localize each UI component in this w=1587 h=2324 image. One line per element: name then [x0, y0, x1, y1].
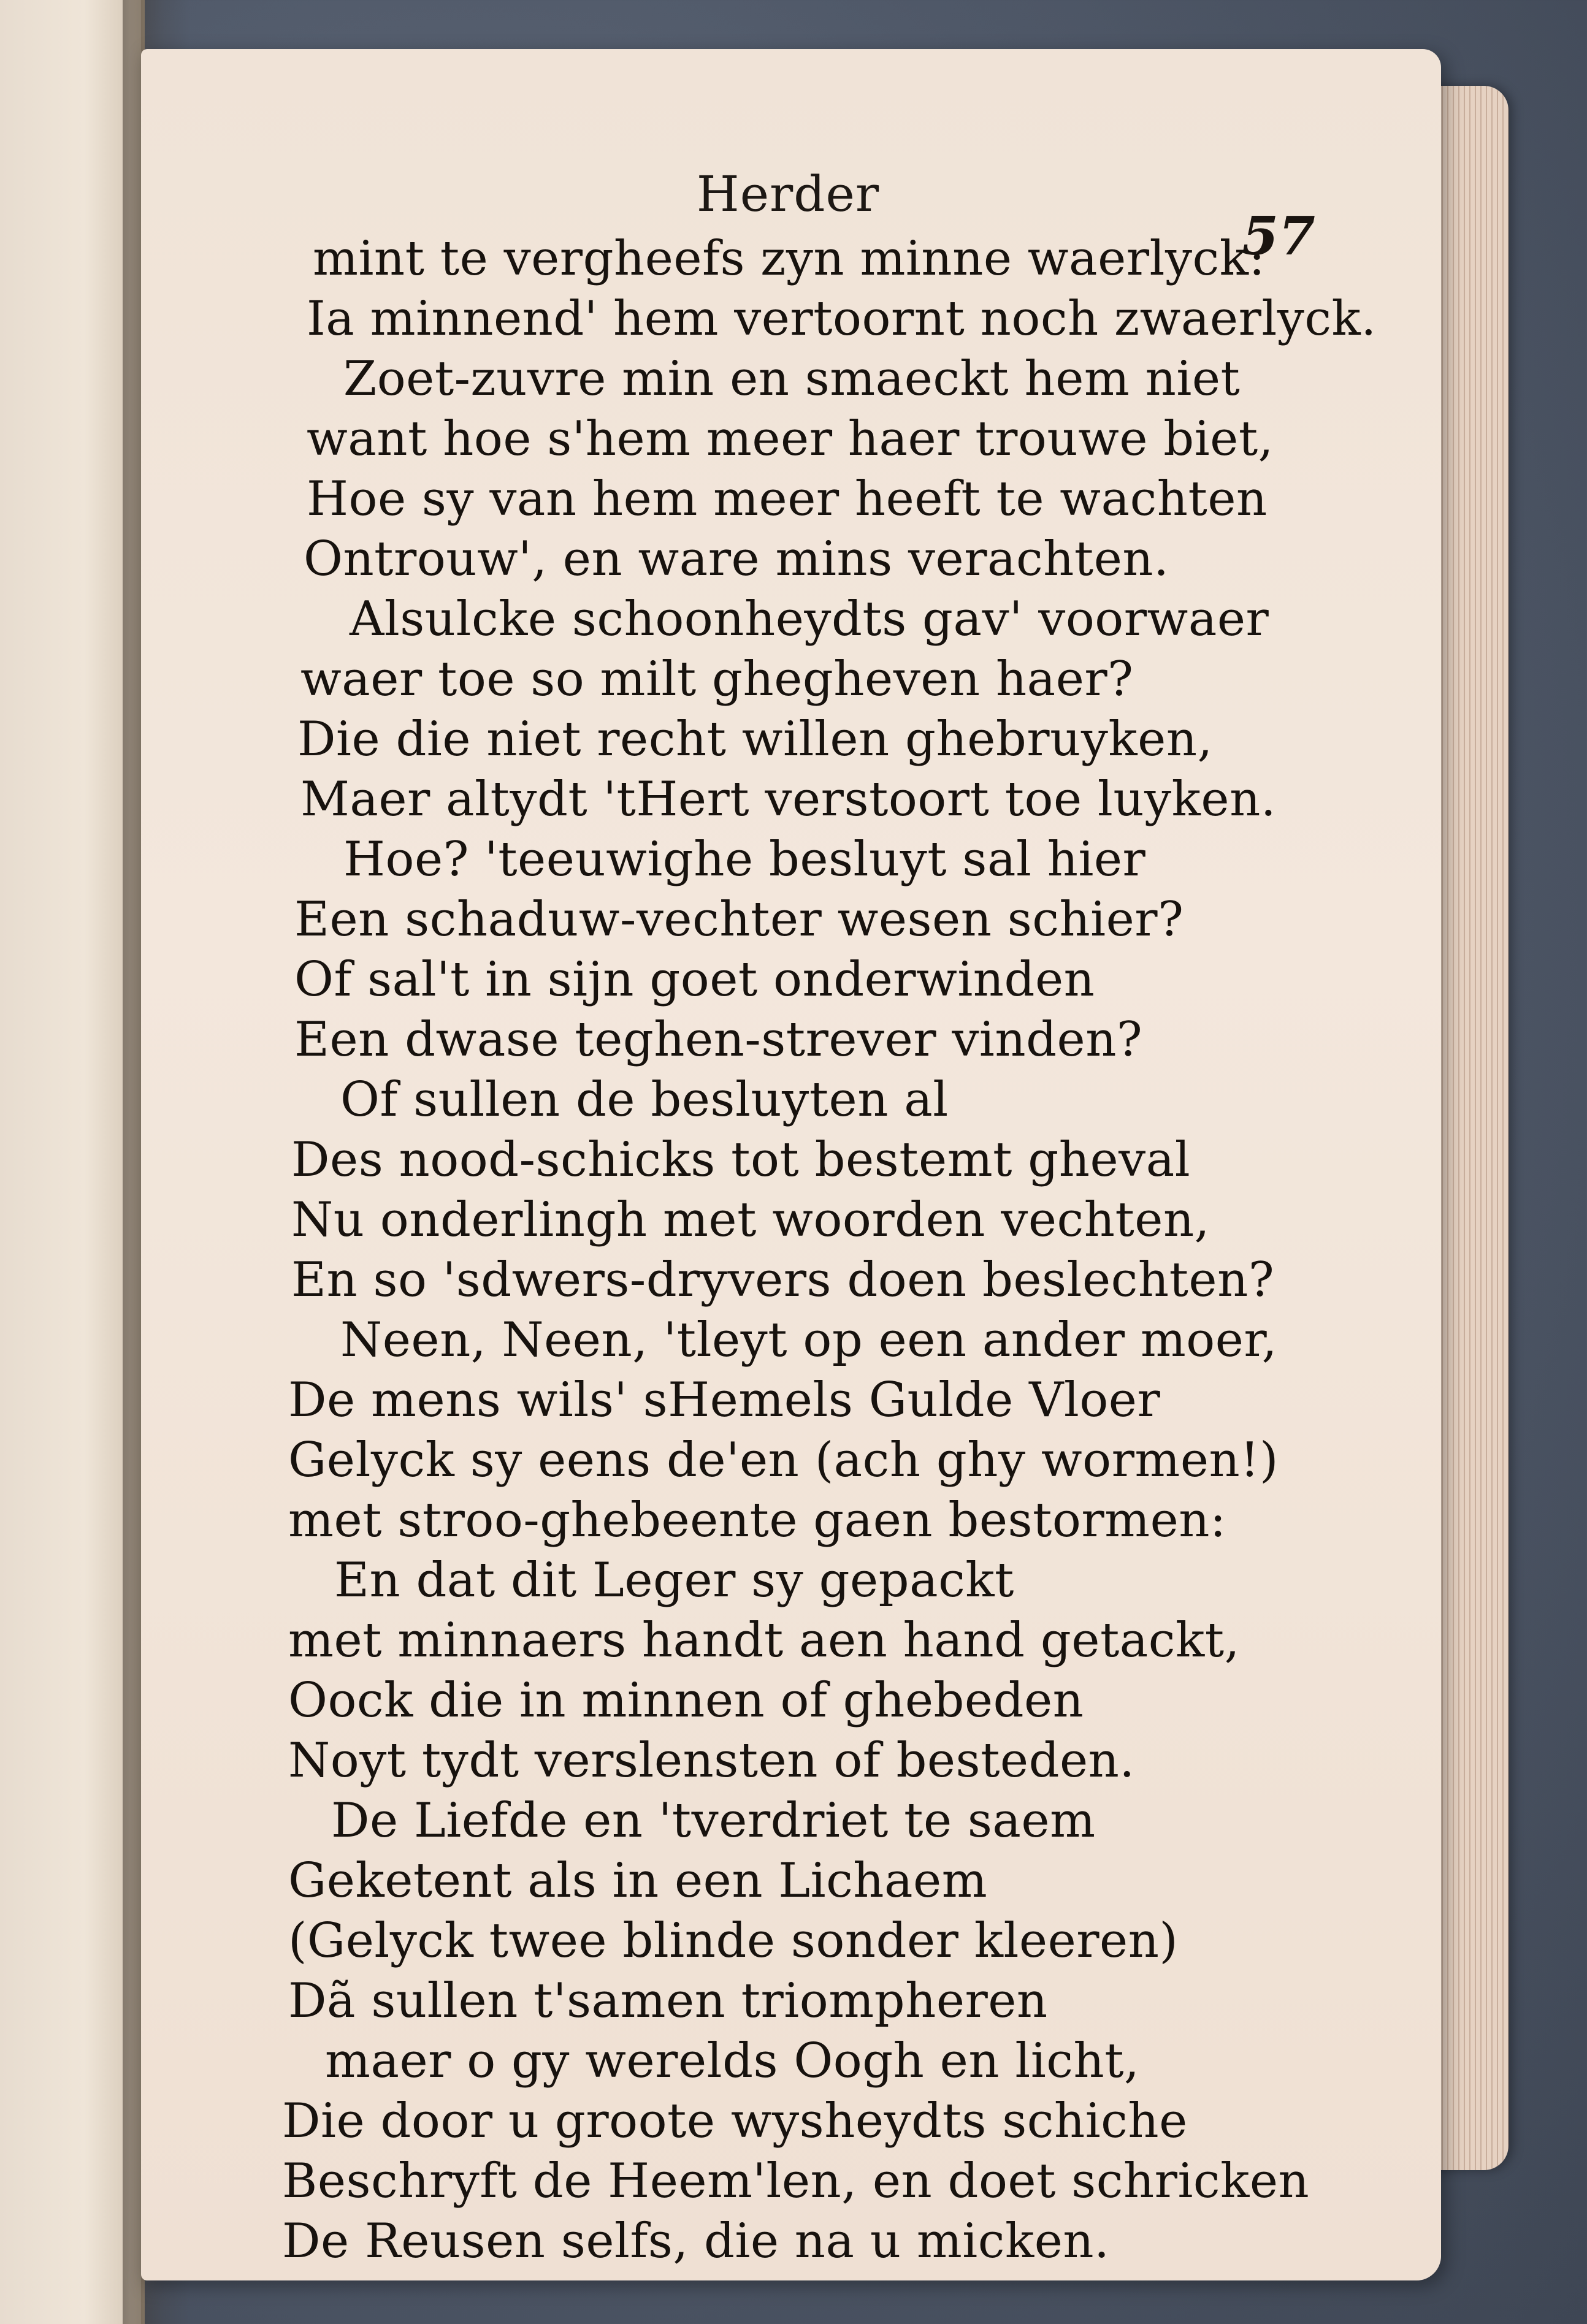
verse-line: waer toe so milt ghegheven haer? [300, 652, 1134, 707]
verse-line: De mens wils' sHemels Gulde Vloer [288, 1373, 1161, 1428]
verse-line: De Liefde en 'tverdriet te saem [331, 1793, 1096, 1848]
verse-line: Dã sullen t'samen triompheren [288, 1973, 1048, 2029]
page-number: 57 [1242, 205, 1315, 267]
verse-line: De Reusen selfs, die na u micken. [282, 2214, 1110, 2269]
book-page [141, 49, 1441, 2280]
verse-line: maer o gy werelds Oogh en licht, [325, 2033, 1140, 2089]
verse-line: Of sullen de besluyten al [340, 1072, 949, 1127]
verse-line: want hoe s'hem meer haer trouwe biet, [307, 411, 1274, 467]
verse-line: met minnaers handt aen hand getackt, [288, 1613, 1240, 1668]
verse-line: met stroo-ghebeente gaen bestormen: [288, 1493, 1226, 1548]
verse-line: Ia minnend' hem vertoornt noch zwaerlyck. [307, 291, 1377, 346]
verse-line: Een schaduw-vechter wesen schier? [294, 892, 1184, 947]
verse-line: Een dwase teghen-strever vinden? [294, 1012, 1143, 1067]
verse-line: En dat dit Leger sy gepackt [334, 1553, 1014, 1608]
verse-line: Neen, Neen, 'tleyt op een ander moer, [340, 1312, 1277, 1368]
verse-line: Of sal't in sijn goet onderwinden [294, 952, 1095, 1007]
verse-line: Maer altydt 'tHert verstoort toe luyken. [300, 772, 1277, 827]
verse-line: Die door u groote wysheydts schiche [282, 2094, 1188, 2149]
verse-line: Noyt tydt verslensten of besteden. [288, 1733, 1135, 1788]
verse-line: Alsulcke schoonheydts gav' voorwaer [350, 592, 1269, 647]
verse-line: Oock die in minnen of ghebeden [288, 1673, 1084, 1728]
verse-line: Die die niet recht willen ghebruyken, [297, 712, 1213, 767]
running-header: Herder [696, 166, 880, 223]
verse-line: Hoe sy van hem meer heeft te wachten [307, 471, 1268, 527]
verse-line: Hoe? 'teeuwighe besluyt sal hier [343, 832, 1146, 887]
verse-line: Nu onderlingh met woorden vechten, [291, 1192, 1210, 1248]
verse-line: mint te vergheefs zyn minne waerlyck: [313, 231, 1266, 286]
verse-line: Des nood-schicks tot bestemt gheval [291, 1132, 1191, 1187]
verse-line: Beschryft de Heem'len, en doet schricken [282, 2154, 1310, 2209]
verse-line: (Gelyck twee blinde sonder kleeren) [288, 1913, 1179, 1968]
verse-line: Gelyck sy eens de'en (ach ghy wormen!) [288, 1433, 1279, 1488]
verse-line: En so 'sdwers-dryvers doen beslechten? [291, 1252, 1275, 1308]
verse-line: Zoet-zuvre min en smaeckt hem niet [343, 351, 1241, 406]
verse-line: Geketent als in een Lichaem [288, 1853, 988, 1908]
verse-line: Ontrouw', en ware mins verachten. [304, 531, 1169, 587]
